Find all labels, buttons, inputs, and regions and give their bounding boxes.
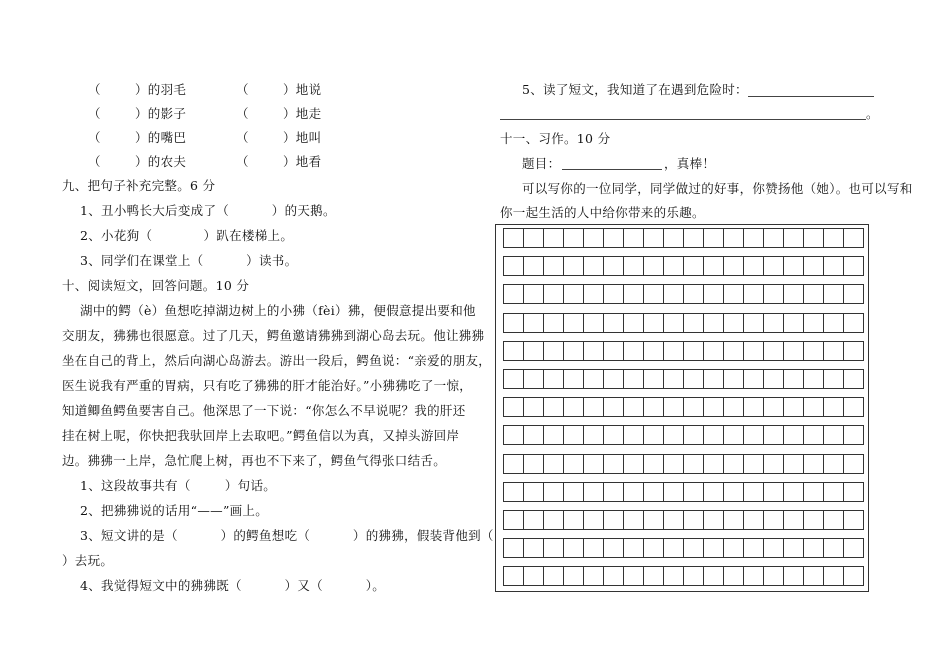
passage-line-5: 知道鲫鱼鳄鱼要害自己。他深思了一下说：“你怎么不早说呢？我的肝还 — [62, 403, 466, 418]
grid-cell[interactable] — [723, 341, 744, 361]
grid-cell[interactable] — [543, 369, 564, 389]
question-5-end: 。 — [866, 106, 879, 121]
grid-cell[interactable] — [763, 538, 784, 558]
grid-cell[interactable] — [763, 313, 784, 333]
grid-cell[interactable] — [563, 566, 584, 586]
grid-cell[interactable] — [523, 510, 544, 530]
grid-cell[interactable] — [843, 228, 864, 248]
grid-cell[interactable] — [643, 397, 664, 417]
grid-cell[interactable] — [503, 228, 524, 248]
grid-cell[interactable] — [503, 313, 524, 333]
grid-cell[interactable] — [783, 454, 804, 474]
grid-cell[interactable] — [603, 538, 624, 558]
grid-cell[interactable] — [783, 341, 804, 361]
grid-cell[interactable] — [623, 510, 644, 530]
fill-row-1-a: （ ）的羽毛 — [88, 82, 187, 97]
grid-cell[interactable] — [563, 538, 584, 558]
grid-cell[interactable] — [763, 369, 784, 389]
composition-grid[interactable] — [495, 224, 869, 592]
grid-cell[interactable] — [663, 228, 684, 248]
grid-cell[interactable] — [803, 566, 824, 586]
grid-cell[interactable] — [643, 454, 664, 474]
grid-cell[interactable] — [723, 510, 744, 530]
grid-cell[interactable] — [823, 228, 844, 248]
grid-cell[interactable] — [503, 397, 524, 417]
grid-cell[interactable] — [683, 425, 704, 445]
grid-cell[interactable] — [683, 538, 704, 558]
grid-cell[interactable] — [843, 284, 864, 304]
passage-line-4: 医生说我有严重的胃病，只有吃了狒狒的肝才能治好。”小狒狒吃了一惊， — [62, 378, 473, 393]
topic-answer-line[interactable] — [562, 169, 662, 170]
grid-cell[interactable] — [823, 538, 844, 558]
question-3: 3、短文讲的是（ ）的鳄鱼想吃（ ）的狒狒，假装背他到（ — [80, 528, 503, 543]
grid-cell[interactable] — [623, 482, 644, 502]
grid-cell[interactable] — [543, 341, 564, 361]
grid-cell[interactable] — [543, 482, 564, 502]
grid-cell[interactable] — [703, 566, 724, 586]
grid-cell[interactable] — [763, 256, 784, 276]
grid-cell[interactable] — [543, 397, 564, 417]
grid-cell[interactable] — [523, 341, 544, 361]
grid-cell[interactable] — [743, 228, 764, 248]
grid-cell[interactable] — [623, 256, 644, 276]
grid-cell[interactable] — [803, 369, 824, 389]
grid-cell[interactable] — [643, 566, 664, 586]
prompt-line-2: 你一起生活的人中给你带来的乐趣。 — [500, 205, 705, 220]
question-2: 2、把狒狒说的话用“——”画上。 — [80, 503, 269, 518]
grid-cell[interactable] — [843, 425, 864, 445]
grid-cell[interactable] — [663, 425, 684, 445]
grid-cell[interactable] — [603, 425, 624, 445]
grid-cell[interactable] — [543, 454, 564, 474]
grid-cell[interactable] — [523, 313, 544, 333]
grid-cell[interactable] — [563, 369, 584, 389]
grid-cell[interactable] — [523, 397, 544, 417]
grid-cell[interactable] — [543, 284, 564, 304]
grid-cell[interactable] — [623, 425, 644, 445]
grid-cell[interactable] — [743, 369, 764, 389]
grid-cell[interactable] — [623, 313, 644, 333]
grid-cell[interactable] — [623, 566, 644, 586]
grid-cell[interactable] — [583, 256, 604, 276]
grid-cell[interactable] — [543, 313, 564, 333]
grid-cell[interactable] — [763, 566, 784, 586]
passage-line-3: 坐在自己的背上，然后向湖心岛游去。游出一段后，鳄鱼说：“亲爱的朋友， — [62, 353, 492, 368]
question-3-cont: ）去玩。 — [62, 553, 114, 568]
grid-cell[interactable] — [623, 228, 644, 248]
grid-cell[interactable] — [703, 313, 724, 333]
grid-cell[interactable] — [563, 341, 584, 361]
grid-cell[interactable] — [783, 256, 804, 276]
grid-cell[interactable] — [703, 454, 724, 474]
grid-cell[interactable] — [603, 313, 624, 333]
grid-cell[interactable] — [683, 341, 704, 361]
grid-cell[interactable] — [563, 256, 584, 276]
grid-cell[interactable] — [543, 228, 564, 248]
grid-cell[interactable] — [723, 284, 744, 304]
grid-cell[interactable] — [563, 454, 584, 474]
grid-cell[interactable] — [743, 482, 764, 502]
grid-cell[interactable] — [823, 284, 844, 304]
grid-cell[interactable] — [663, 566, 684, 586]
grid-cell[interactable] — [583, 482, 604, 502]
grid-cell[interactable] — [783, 313, 804, 333]
grid-cell[interactable] — [523, 566, 544, 586]
grid-cell[interactable] — [523, 425, 544, 445]
grid-cell[interactable] — [643, 228, 664, 248]
fill-row-2-a: （ ）的影子 — [88, 106, 187, 121]
grid-cell[interactable] — [663, 369, 684, 389]
grid-cell[interactable] — [703, 482, 724, 502]
grid-cell[interactable] — [523, 284, 544, 304]
grid-cell[interactable] — [523, 256, 544, 276]
grid-cell[interactable] — [743, 510, 764, 530]
grid-cell[interactable] — [603, 454, 624, 474]
grid-cell[interactable] — [843, 454, 864, 474]
grid-cell[interactable] — [783, 482, 804, 502]
grid-cell[interactable] — [503, 256, 524, 276]
grid-cell[interactable] — [763, 425, 784, 445]
grid-cell[interactable] — [683, 397, 704, 417]
grid-cell[interactable] — [663, 397, 684, 417]
grid-cell[interactable] — [783, 425, 804, 445]
grid-cell[interactable] — [723, 256, 744, 276]
grid-cell[interactable] — [703, 397, 724, 417]
grid-cell[interactable] — [523, 538, 544, 558]
grid-cell[interactable] — [643, 284, 664, 304]
grid-cell[interactable] — [803, 510, 824, 530]
grid-cell[interactable] — [583, 228, 604, 248]
grid-cell[interactable] — [823, 313, 844, 333]
grid-cell[interactable] — [663, 454, 684, 474]
grid-cell[interactable] — [603, 284, 624, 304]
grid-cell[interactable] — [583, 397, 604, 417]
grid-cell[interactable] — [583, 369, 604, 389]
grid-cell[interactable] — [643, 510, 664, 530]
grid-cell[interactable] — [843, 256, 864, 276]
question-4: 4、我觉得短文中的狒狒既（ ）又（ ）。 — [80, 578, 386, 593]
grid-cell[interactable] — [843, 341, 864, 361]
fill-row-4-b: （ ）地看 — [236, 154, 322, 169]
grid-cell[interactable] — [803, 482, 824, 502]
grid-cell[interactable] — [823, 454, 844, 474]
grid-cell[interactable] — [523, 454, 544, 474]
grid-cell[interactable] — [803, 313, 824, 333]
grid-cell[interactable] — [703, 510, 724, 530]
grid-cell[interactable] — [663, 510, 684, 530]
grid-cell[interactable] — [823, 397, 844, 417]
grid-cell[interactable] — [803, 256, 824, 276]
question-5-answer-line-2[interactable] — [500, 119, 866, 120]
grid-cell[interactable] — [523, 369, 544, 389]
grid-cell[interactable] — [563, 284, 584, 304]
grid-cell[interactable] — [843, 566, 864, 586]
grid-cell[interactable] — [783, 228, 804, 248]
grid-cell[interactable] — [503, 425, 524, 445]
grid-cell[interactable] — [723, 482, 744, 502]
grid-cell[interactable] — [843, 538, 864, 558]
grid-cell[interactable] — [703, 228, 724, 248]
grid-cell[interactable] — [703, 284, 724, 304]
fill-row-4-a: （ ）的农夫 — [88, 154, 187, 169]
fill-row-3-b: （ ）地叫 — [236, 130, 322, 145]
grid-cell[interactable] — [623, 538, 644, 558]
grid-cell[interactable] — [683, 313, 704, 333]
section-11-title: 十一、习作。10 分 — [500, 131, 611, 146]
grid-cell[interactable] — [703, 538, 724, 558]
grid-cell[interactable] — [543, 425, 564, 445]
grid-cell[interactable] — [663, 313, 684, 333]
grid-cell[interactable] — [723, 369, 744, 389]
grid-cell[interactable] — [783, 510, 804, 530]
grid-cell[interactable] — [783, 284, 804, 304]
grid-cell[interactable] — [503, 566, 524, 586]
grid-cell[interactable] — [543, 510, 564, 530]
grid-cell[interactable] — [503, 454, 524, 474]
grid-cell[interactable] — [603, 369, 624, 389]
grid-cell[interactable] — [603, 341, 624, 361]
grid-cell[interactable] — [843, 482, 864, 502]
grid-cell[interactable] — [623, 284, 644, 304]
grid-cell[interactable] — [663, 482, 684, 502]
grid-cell[interactable] — [823, 425, 844, 445]
grid-cell[interactable] — [843, 397, 864, 417]
grid-cell[interactable] — [783, 538, 804, 558]
grid-cell[interactable] — [723, 538, 744, 558]
grid-cell[interactable] — [803, 425, 824, 445]
grid-cell[interactable] — [723, 313, 744, 333]
grid-cell[interactable] — [523, 482, 544, 502]
grid-cell[interactable] — [503, 510, 524, 530]
grid-cell[interactable] — [683, 482, 704, 502]
grid-cell[interactable] — [723, 454, 744, 474]
passage-line-6: 挂在树上呢，你快把我驮回岸上去取吧。”鳄鱼信以为真，又掉头游回岸 — [62, 428, 460, 443]
grid-cell[interactable] — [583, 313, 604, 333]
grid-cell[interactable] — [683, 256, 704, 276]
grid-cell[interactable] — [563, 397, 584, 417]
grid-cell[interactable] — [803, 341, 824, 361]
grid-cell[interactable] — [543, 256, 564, 276]
grid-cell[interactable] — [603, 256, 624, 276]
grid-cell[interactable] — [663, 284, 684, 304]
grid-cell[interactable] — [803, 228, 824, 248]
grid-cell[interactable] — [543, 566, 564, 586]
grid-cell[interactable] — [583, 538, 604, 558]
grid-cell[interactable] — [743, 284, 764, 304]
section-10-title: 十、阅读短文，回答问题。10 分 — [62, 278, 250, 293]
grid-cell[interactable] — [563, 482, 584, 502]
grid-cell[interactable] — [743, 341, 764, 361]
grid-cell[interactable] — [663, 341, 684, 361]
grid-cell[interactable] — [743, 538, 764, 558]
grid-cell[interactable] — [643, 256, 664, 276]
grid-cell[interactable] — [683, 369, 704, 389]
grid-cell[interactable] — [803, 397, 824, 417]
grid-cell[interactable] — [823, 566, 844, 586]
section-9-title: 九、把句子补充完整。6 分 — [62, 178, 216, 193]
grid-cell[interactable] — [763, 510, 784, 530]
grid-cell[interactable] — [683, 454, 704, 474]
grid-cell[interactable] — [583, 425, 604, 445]
grid-cell[interactable] — [583, 341, 604, 361]
grid-cell[interactable] — [603, 510, 624, 530]
grid-cell[interactable] — [763, 341, 784, 361]
grid-cell[interactable] — [663, 538, 684, 558]
grid-cell[interactable] — [523, 228, 544, 248]
grid-cell[interactable] — [683, 510, 704, 530]
grid-cell[interactable] — [703, 341, 724, 361]
grid-cell[interactable] — [703, 256, 724, 276]
grid-cell[interactable] — [763, 482, 784, 502]
grid-cell[interactable] — [723, 425, 744, 445]
grid-cell[interactable] — [563, 313, 584, 333]
grid-cell[interactable] — [643, 313, 664, 333]
grid-cell[interactable] — [643, 482, 664, 502]
grid-cell[interactable] — [563, 228, 584, 248]
grid-cell[interactable] — [623, 369, 644, 389]
grid-cell[interactable] — [823, 369, 844, 389]
grid-cell[interactable] — [743, 397, 764, 417]
grid-cell[interactable] — [503, 482, 524, 502]
grid-cell[interactable] — [643, 341, 664, 361]
grid-cell[interactable] — [503, 284, 524, 304]
grid-cell[interactable] — [623, 397, 644, 417]
grid-cell[interactable] — [583, 284, 604, 304]
grid-cell[interactable] — [603, 397, 624, 417]
fill-row-1-b: （ ）地说 — [236, 82, 322, 97]
grid-cell[interactable] — [623, 341, 644, 361]
grid-cell[interactable] — [823, 482, 844, 502]
grid-cell[interactable] — [503, 341, 524, 361]
grid-cell[interactable] — [663, 256, 684, 276]
grid-cell[interactable] — [843, 369, 864, 389]
section-9-item-2: 2、小花狗（ ）趴在楼梯上。 — [80, 228, 294, 243]
grid-cell[interactable] — [503, 538, 524, 558]
grid-cell[interactable] — [803, 538, 824, 558]
grid-cell[interactable] — [843, 313, 864, 333]
grid-cell[interactable] — [783, 566, 804, 586]
grid-cell[interactable] — [543, 538, 564, 558]
grid-cell[interactable] — [783, 369, 804, 389]
grid-cell[interactable] — [783, 397, 804, 417]
section-9-item-1: 1、丑小鸭长大后变成了（ ）的天鹅。 — [80, 203, 336, 218]
grid-cell[interactable] — [563, 510, 584, 530]
prompt-line-1: 可以写你的一位同学，同学做过的好事，你赞扬他（她）。也可以写和 — [522, 181, 913, 196]
grid-cell[interactable] — [583, 566, 604, 586]
topic-suffix: ，真棒！ — [664, 156, 716, 171]
grid-cell[interactable] — [603, 482, 624, 502]
question-1: 1、这段故事共有（ ）句话。 — [80, 478, 277, 493]
grid-cell[interactable] — [503, 369, 524, 389]
grid-cell[interactable] — [683, 284, 704, 304]
grid-cell[interactable] — [683, 566, 704, 586]
grid-cell[interactable] — [763, 454, 784, 474]
grid-cell[interactable] — [823, 341, 844, 361]
grid-cell[interactable] — [723, 228, 744, 248]
question-5: 5、读了短文，我知道了在遇到危险时： — [522, 82, 748, 97]
passage-line-2: 交朋友，狒狒也很愿意。过了几天，鳄鱼邀请狒狒到湖心岛去玩。他让狒狒 — [62, 328, 485, 343]
grid-cell[interactable] — [603, 228, 624, 248]
grid-cell[interactable] — [643, 538, 664, 558]
grid-cell[interactable] — [823, 256, 844, 276]
grid-cell[interactable] — [843, 510, 864, 530]
grid-cell[interactable] — [583, 510, 604, 530]
grid-cell[interactable] — [743, 566, 764, 586]
grid-cell[interactable] — [743, 425, 764, 445]
grid-cell[interactable] — [763, 397, 784, 417]
grid-cell[interactable] — [763, 284, 784, 304]
grid-cell[interactable] — [643, 369, 664, 389]
grid-cell[interactable] — [583, 454, 604, 474]
fill-row-3-a: （ ）的嘴巴 — [88, 130, 187, 145]
grid-cell[interactable] — [743, 454, 764, 474]
section-9-item-3: 3、同学们在课堂上（ ）读书。 — [80, 253, 298, 268]
fill-row-2-b: （ ）地走 — [236, 106, 322, 121]
passage-line-7: 边。狒狒一上岸，急忙爬上树，再也不下来了，鳄鱼气得张口结舌。 — [62, 453, 447, 468]
grid-cell[interactable] — [623, 454, 644, 474]
grid-cell[interactable] — [743, 256, 764, 276]
grid-cell[interactable] — [743, 313, 764, 333]
passage-line-1: 湖中的鳄（è）鱼想吃掉湖边树上的小狒（fèi）狒，便假意提出要和他 — [80, 303, 476, 318]
topic-label: 题目： — [522, 156, 561, 171]
grid-cell[interactable] — [603, 566, 624, 586]
grid-cell[interactable] — [683, 228, 704, 248]
grid-cell[interactable] — [703, 425, 724, 445]
grid-cell[interactable] — [823, 510, 844, 530]
grid-cell[interactable] — [563, 425, 584, 445]
grid-cell[interactable] — [723, 566, 744, 586]
grid-cell[interactable] — [703, 369, 724, 389]
grid-cell[interactable] — [763, 228, 784, 248]
grid-cell[interactable] — [643, 425, 664, 445]
grid-cell[interactable] — [803, 454, 824, 474]
grid-cell[interactable] — [723, 397, 744, 417]
question-5-answer-line-1[interactable] — [748, 96, 874, 97]
grid-cell[interactable] — [803, 284, 824, 304]
